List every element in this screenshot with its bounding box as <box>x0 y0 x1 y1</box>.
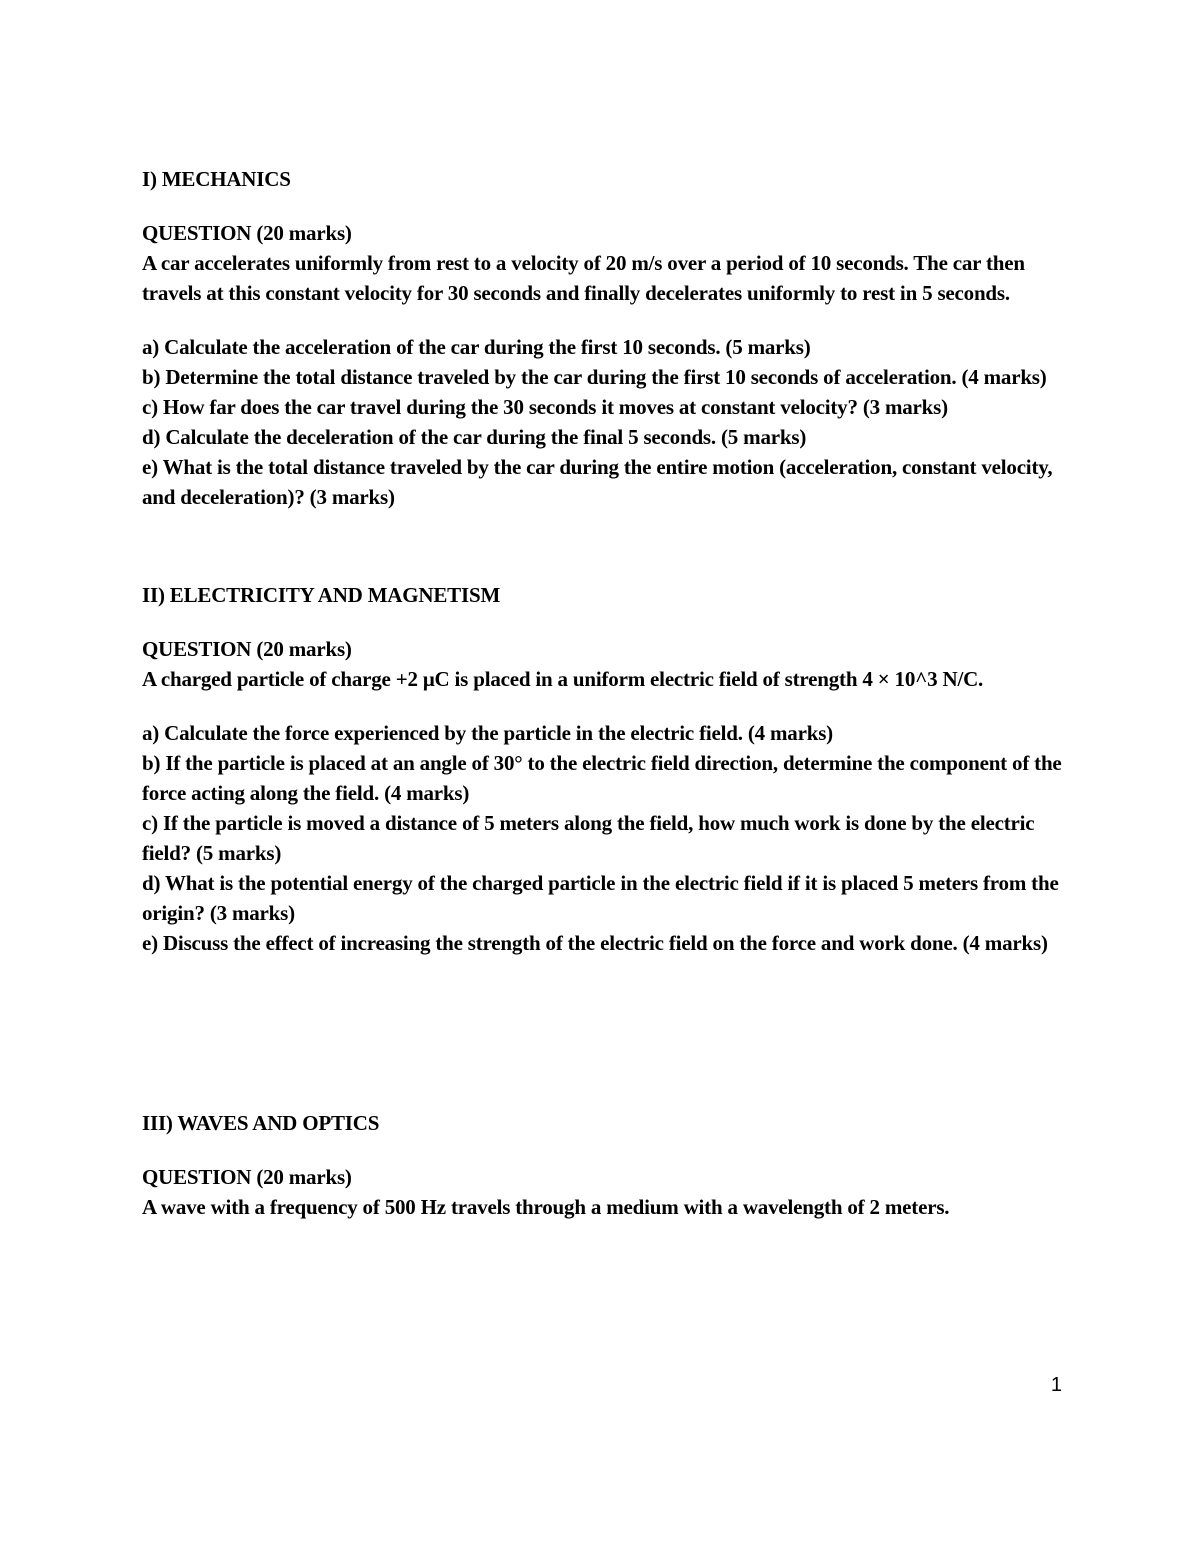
question-label: QUESTION (20 marks) <box>142 637 352 661</box>
section-waves-optics <box>142 1108 1062 1222</box>
page-content <box>142 164 1062 1222</box>
question-label: QUESTION (20 marks) <box>142 1165 352 1189</box>
question-part-d: d) What is the potential energy of the charged particle in the electric field if it is placed 5 meters from the origin? (3 marks) <box>142 871 1059 925</box>
question-part-c: c) If the particle is moved a distance of 5 meters along the field, how much work is done by the electric field? (5 marks) <box>142 811 1035 865</box>
question-part-a: a) Calculate the acceleration of the car during the first 10 seconds. (5 marks) <box>142 335 811 359</box>
section-heading: I) MECHANICS <box>142 167 291 191</box>
section-heading: III) WAVES AND OPTICS <box>142 1111 380 1135</box>
question-label: QUESTION (20 marks) <box>142 221 352 245</box>
question-text: A charged particle of charge +2 μC is placed in a uniform electric field of strength 4 × 10^3 N/C. <box>142 667 984 691</box>
section-mechanics <box>142 164 1062 512</box>
section-electricity-magnetism <box>142 580 1062 958</box>
section-heading: II) ELECTRICITY AND MAGNETISM <box>142 583 501 607</box>
question-part-d: d) Calculate the deceleration of the car during the final 5 seconds. (5 marks) <box>142 425 807 449</box>
question-part-a: a) Calculate the force experienced by the particle in the electric field. (4 marks) <box>142 721 833 745</box>
question-text: A car accelerates uniformly from rest to a velocity of 20 m/s over a period of 10 seconds. The car then travels at this constant velocity for 30 seconds and finally decelerates uniformly to rest in 5 seconds. <box>142 251 1025 305</box>
question-text: A wave with a frequency of 500 Hz travels through a medium with a wavelength of 2 meters. <box>142 1195 950 1219</box>
question-parts <box>142 332 1062 512</box>
question-part-e: e) What is the total distance traveled by the car during the entire motion (acceleration, constant velocity, and deceleration)? (3 marks) <box>142 455 1053 509</box>
question-parts <box>142 718 1062 958</box>
question-part-e: e) Discuss the effect of increasing the strength of the electric field on the force and work done. (4 marks) <box>142 931 1048 955</box>
page-number: 1 <box>1050 1374 1062 1396</box>
question-part-b: b) If the particle is placed at an angle of 30° to the electric field direction, determine the component of the force acting along the field. (4 marks) <box>142 751 1062 805</box>
question-part-c: c) How far does the car travel during the 30 seconds it moves at constant velocity? (3 marks) <box>142 395 948 419</box>
question-part-b: b) Determine the total distance traveled by the car during the first 10 seconds of acceleration. (4 marks) <box>142 365 1047 389</box>
